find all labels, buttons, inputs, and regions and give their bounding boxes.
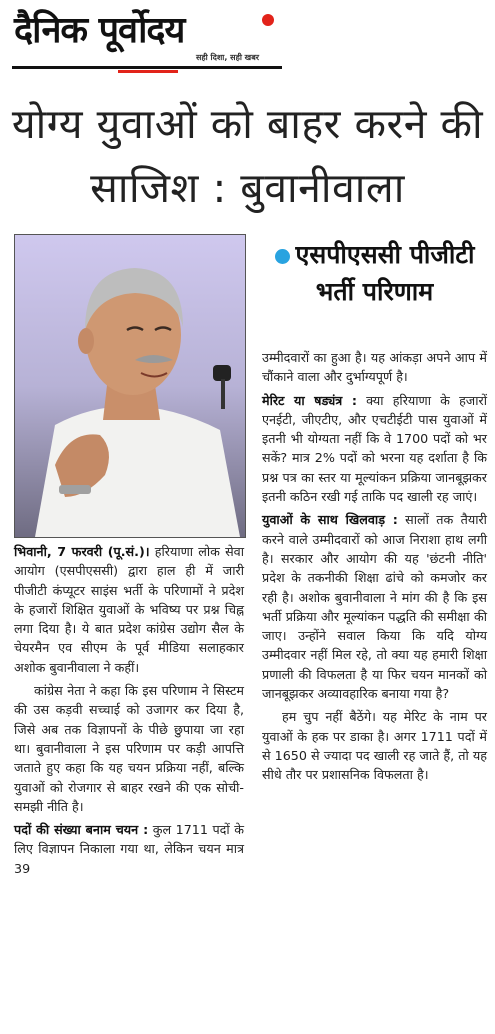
- dateline: भिवानी, 7 फरवरी (पू.सं.)।: [14, 544, 150, 559]
- paragraph-r3-heading: युवाओं के साथ खिलवाड़ :: [262, 512, 398, 528]
- masthead-rule: [12, 66, 282, 69]
- masthead-accent-rule: [118, 70, 178, 73]
- paragraph-r4: हम चुप नहीं बैठेंगे। यह मेरिट के नाम पर युवाओं के हक पर डाका है। अगर 1711 पदों में से 1650 से ज्यादा पद खाली रह जाते हैं, तो यह सीधे तौर पर प्रशासनिक विफलता है।: [262, 709, 487, 783]
- right-column: [262, 348, 487, 789]
- speaker-photo: [14, 234, 246, 538]
- paragraph-r2-heading: मेरिट या षड्यंत्र :: [262, 392, 357, 408]
- paragraph-r3: [262, 510, 487, 703]
- paragraph-1-text: हरियाणा लोक सेवा आयोग (एसपीएससी) द्वारा हाल ही में जारी पीजीटी कंप्यूटर साइंस भर्ती के परिणामों ने प्रदेश के हजारों शिक्षित युवाओं के भविष्य पर प्रश्न चिह्न लगा दिया है। ये बात प्रदेश कांग्रेस उद्योग सैल के चेयरमैन एव सीएम के पूर्व मीडिया सलाहकार अशोक बुवानीवाला ने कहीं।: [14, 544, 244, 675]
- tagline: सही दिशा, सही खबर: [196, 53, 260, 62]
- headline: योग्य युवाओं को बाहर करने की साजिश : बुवानीवाला: [11, 100, 484, 212]
- paragraph-r1: उम्मीदवारों का हुआ है। यह आंकड़ा अपने आप में चौंकाने वाला और दुर्भाग्यपूर्ण है।: [262, 350, 487, 385]
- bullet-dot-icon: [275, 249, 290, 264]
- paragraph-3: [14, 820, 244, 878]
- paragraph-1: [14, 542, 244, 677]
- left-column: [14, 542, 244, 882]
- logo-dot-icon: [262, 14, 274, 26]
- newspaper-logo: दैनिक पूर्वोदय: [14, 10, 185, 51]
- subheading-text: एसपीएससी पीजीटी भर्ती परिणाम: [295, 240, 475, 306]
- masthead: [0, 0, 495, 78]
- photo-illustration: [15, 235, 245, 537]
- paragraph-2: कांग्रेस नेता ने कहा कि इस परिणाम ने सिस्टम की उस कड़वी सच्चाई को उजागर कर दिया है, जिसे अब तक विज्ञापनों के पीछे छुपाया जा रहा था। बुवानीवाला ने इस परिणाम पर कड़ी आपत्ति जताते हुए कहा कि यह चयन प्रक्रिया नहीं, बल्कि युवाओं को रोजगार से बाहर रखने की एक सोची-समझी नीति है।: [14, 683, 244, 814]
- paragraph-3-text: कुल 1711 पदों के लिए विज्ञापन निकाला गया था, लेकिन चयन मात्र 39: [14, 822, 244, 876]
- paragraph-r2-text: क्या हरियाणा के हजारों एनईटी, जीएटीए, और एचटीईटी पास युवाओं में इतनी भी योग्यता नहीं कि वे 1700 पदों को भर सकें? मात्र 2% पदों को भरना यह दर्शाता है कि प्रश्न पत्र का स्तर या मूल्यांकन प्रक्रिया जानबूझकर इतनी कठिन रखी गई ताकि पद खाली रह जाएं।: [262, 392, 487, 505]
- paragraph-r2: [262, 391, 487, 507]
- paragraph-r3-text: सालों तक तैयारी करने वाले उम्मीदवारों को आज निराशा हाथ लगी है। सरकार और आयोग की यह 'छंटनी नीति' प्रदेश के तकनीकी शिक्षा ढांचे को कमजोर कर रही है। अशोक बुवानीवाला ने मांग की है कि इस भर्ती प्रक्रिया और मूल्यांकन पद्धति की समीक्षा की जाए। उन्होंने सवाल किया कि यदि योग्य उम्मीदवार नहीं मिल रहे, तो क्या यह हमारी शिक्षा प्रणाली की विफलता है या फिर चयन मानकों को जानबूझकर अव्यावहारिक बनाया गया है?: [262, 512, 487, 702]
- paragraph-3-heading: पदों की संख्या बनाम चयन :: [14, 822, 149, 838]
- subheading: [262, 236, 487, 310]
